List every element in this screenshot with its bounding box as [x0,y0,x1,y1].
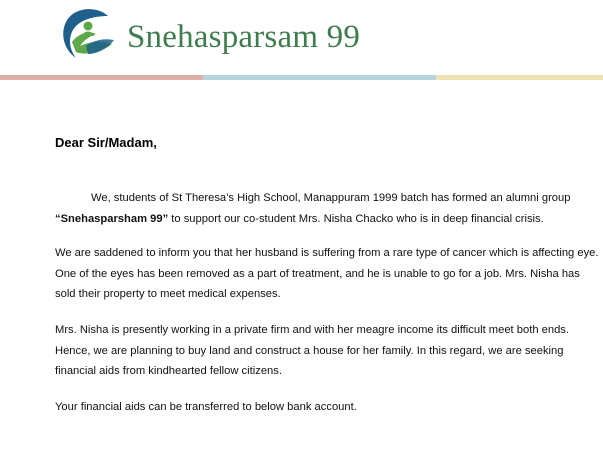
header-divider [0,75,603,80]
brand-name: Snehasparsam 99 [127,19,361,55]
paragraph-husband-illness: We are saddened to inform you that her husband is suffering from a rare type of cancer which is affecting eye. One of the eyes has been removed as a part of treatment, and he is unable to go for a job. Mrs. Nisha has sold their property to meet medical expenses. [55,247,599,300]
divider-segment-yellow [436,75,603,80]
intro-text: We, students of St Theresa’s High School, Manappuram 1999 batch has formed an alumni group [91,192,571,204]
group-name: “Snehasparsham 99” [55,212,169,225]
paragraph-house-plan: Mrs. Nisha is presently working in a private firm and with her meagre income its difficult meet both ends. Hence, we are planning to buy land and construct a house for her family. In this regard, we are seeking financial aids from kindhearted fellow citizens. [55,324,570,377]
salutation: Dear Sir/Madam, [55,135,157,150]
divider-segment-blue [203,75,436,80]
caring-hands-icon [58,6,120,62]
paragraph-bank-transfer: Your financial aids can be transferred to below bank account. [55,401,357,413]
intro-rest: to support our co-student Mrs. Nisha Chacko who is in deep financial crisis. [168,212,544,225]
divider-segment-rose [0,75,203,80]
paragraph-intro [55,188,600,229]
